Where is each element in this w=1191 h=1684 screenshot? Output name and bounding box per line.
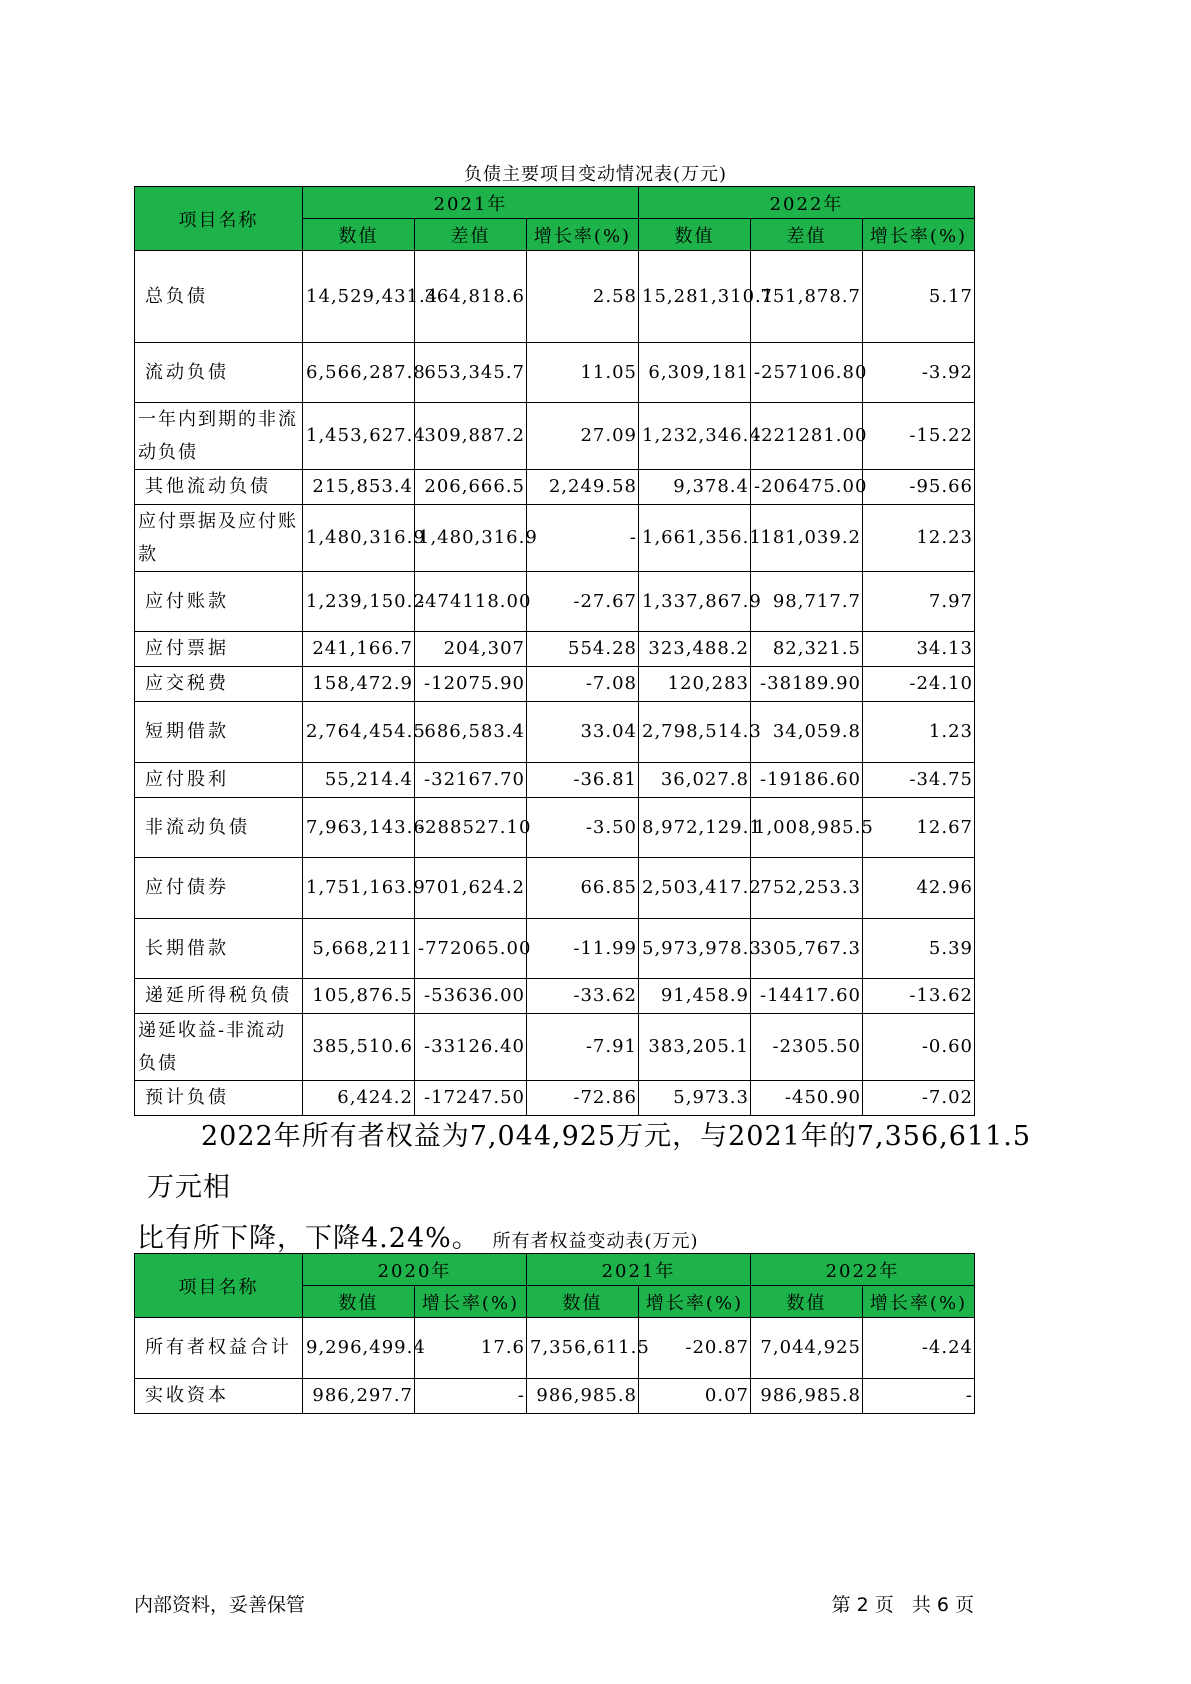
paragraph-line-2: 比有所下降，下降4.24%。 xyxy=(137,1223,480,1254)
cell-value: 82,321.5 xyxy=(751,632,863,667)
cell-value: 2,503,417.2 xyxy=(639,858,751,919)
cell-value: 2,798,514.3 xyxy=(639,702,751,763)
cell-value: 2,249.58 xyxy=(527,470,639,505)
row-label: 短期借款 xyxy=(135,702,303,763)
cell-value: 986,297.7 xyxy=(303,1379,415,1414)
table-row xyxy=(135,702,975,763)
table-row xyxy=(135,858,975,919)
cell-value: 1,661,356.1 xyxy=(639,505,751,572)
sub-header: 增长率(%) xyxy=(863,1286,975,1318)
cell-value: -72.86 xyxy=(527,1081,639,1116)
sub-header: 数值 xyxy=(751,1286,863,1318)
cell-value: 6,566,287.8 xyxy=(303,343,415,403)
row-label: 所有者权益合计 xyxy=(135,1318,303,1379)
table-row xyxy=(135,979,975,1014)
cell-value: -36.81 xyxy=(527,763,639,798)
cell-value: - xyxy=(415,1379,527,1414)
sub-header: 差值 xyxy=(415,219,527,251)
cell-value: -20.87 xyxy=(639,1318,751,1379)
cell-value: -53636.00 xyxy=(415,979,527,1014)
cell-value: 1,008,985.5 xyxy=(751,798,863,858)
cell-value: -33126.40 xyxy=(415,1014,527,1081)
cell-value: 5,973.3 xyxy=(639,1081,751,1116)
cell-value: -7.91 xyxy=(527,1014,639,1081)
sub-header: 差值 xyxy=(751,219,863,251)
cell-value: 0.07 xyxy=(639,1379,751,1414)
row-label: 应交税费 xyxy=(135,667,303,702)
sub-header: 数值 xyxy=(639,219,751,251)
cell-value: 305,767.3 xyxy=(751,919,863,979)
cell-value: 12.23 xyxy=(863,505,975,572)
table-row xyxy=(135,572,975,632)
cell-value: -11.99 xyxy=(527,919,639,979)
row-label: 应付票据及应付账款 xyxy=(135,505,303,572)
table-row xyxy=(135,763,975,798)
cell-value: -288527.10 xyxy=(415,798,527,858)
row-label: 递延所得税负债 xyxy=(135,979,303,1014)
table-row xyxy=(135,343,975,403)
table-row xyxy=(135,632,975,667)
row-label: 流动负债 xyxy=(135,343,303,403)
footer-page-number: 第 2 页 共 6 页 xyxy=(831,1594,974,1616)
col-header-name: 项目名称 xyxy=(135,1254,303,1318)
cell-value: 7.97 xyxy=(863,572,975,632)
cell-value: 8,972,129.1 xyxy=(639,798,751,858)
cell-value: 34,059.8 xyxy=(751,702,863,763)
cell-value: -19186.60 xyxy=(751,763,863,798)
cell-value: 751,878.7 xyxy=(751,251,863,343)
cell-value: 7,963,143.6 xyxy=(303,798,415,858)
table-row xyxy=(135,1014,975,1081)
cell-value: 5,973,978.3 xyxy=(639,919,751,979)
cell-value: 5.39 xyxy=(863,919,975,979)
cell-value: -34.75 xyxy=(863,763,975,798)
cell-value: 181,039.2 xyxy=(751,505,863,572)
cell-value: 12.67 xyxy=(863,798,975,858)
cell-value: -221281.00 xyxy=(751,403,863,470)
cell-value: -17247.50 xyxy=(415,1081,527,1116)
cell-value: -3.92 xyxy=(863,343,975,403)
cell-value: 6,424.2 xyxy=(303,1081,415,1116)
cell-value: 241,166.7 xyxy=(303,632,415,667)
row-label: 预计负债 xyxy=(135,1081,303,1116)
cell-value: 158,472.9 xyxy=(303,667,415,702)
cell-value: 36,027.8 xyxy=(639,763,751,798)
cell-value: 1,232,346.4 xyxy=(639,403,751,470)
liabilities-table xyxy=(134,186,975,1116)
row-label: 应付股利 xyxy=(135,763,303,798)
cell-value: 752,253.3 xyxy=(751,858,863,919)
cell-value: 33.04 xyxy=(527,702,639,763)
table1-caption: 负债主要项目变动情况表(万元) xyxy=(463,164,728,185)
col-header-name: 项目名称 xyxy=(135,187,303,251)
cell-value: 215,853.4 xyxy=(303,470,415,505)
cell-value: 701,624.2 xyxy=(415,858,527,919)
equity-table xyxy=(134,1253,975,1414)
cell-value: -13.62 xyxy=(863,979,975,1014)
row-label: 一年内到期的非流动负债 xyxy=(135,403,303,470)
table-row xyxy=(135,1379,975,1414)
cell-value: 383,205.1 xyxy=(639,1014,751,1081)
cell-value: 105,876.5 xyxy=(303,979,415,1014)
table-row xyxy=(135,919,975,979)
cell-value: 55,214.4 xyxy=(303,763,415,798)
cell-value: 9,296,499.4 xyxy=(303,1318,415,1379)
cell-value: -33.62 xyxy=(527,979,639,1014)
cell-value: -12075.90 xyxy=(415,667,527,702)
cell-value: -0.60 xyxy=(863,1014,975,1081)
row-label: 实收资本 xyxy=(135,1379,303,1414)
cell-value: 120,283 xyxy=(639,667,751,702)
cell-value: 7,044,925 xyxy=(751,1318,863,1379)
cell-value: 554.28 xyxy=(527,632,639,667)
cell-value: 1,239,150.2 xyxy=(303,572,415,632)
year-header-2021: 2021年 xyxy=(527,1254,751,1286)
cell-value: -3.50 xyxy=(527,798,639,858)
year-header-2022: 2022年 xyxy=(639,187,975,219)
cell-value: 686,583.4 xyxy=(415,702,527,763)
cell-value: 42.96 xyxy=(863,858,975,919)
table-row xyxy=(135,470,975,505)
cell-value: 1,751,163.9 xyxy=(303,858,415,919)
cell-value: 1.23 xyxy=(863,702,975,763)
table-row xyxy=(135,1318,975,1379)
row-label: 其他流动负债 xyxy=(135,470,303,505)
cell-value: 66.85 xyxy=(527,858,639,919)
table2-caption: 所有者权益变动表(万元) xyxy=(492,1231,699,1252)
table-row xyxy=(135,798,975,858)
year-header-2021: 2021年 xyxy=(303,187,639,219)
cell-value: - xyxy=(863,1379,975,1414)
year-header-2020: 2020年 xyxy=(303,1254,527,1286)
cell-value: 653,345.7 xyxy=(415,343,527,403)
cell-value: 17.6 xyxy=(415,1318,527,1379)
cell-value: -95.66 xyxy=(863,470,975,505)
cell-value: 206,666.5 xyxy=(415,470,527,505)
sub-header: 数值 xyxy=(303,219,415,251)
cell-value: 27.09 xyxy=(527,403,639,470)
cell-value: 6,309,181 xyxy=(639,343,751,403)
cell-value: -38189.90 xyxy=(751,667,863,702)
cell-value: 2.58 xyxy=(527,251,639,343)
cell-value: -206475.00 xyxy=(751,470,863,505)
cell-value: -4.24 xyxy=(863,1318,975,1379)
cell-value: -7.08 xyxy=(527,667,639,702)
row-label: 应付票据 xyxy=(135,632,303,667)
cell-value: - xyxy=(527,505,639,572)
cell-value: 14,529,431.4 xyxy=(303,251,415,343)
cell-value: 986,985.8 xyxy=(751,1379,863,1414)
cell-value: 2,764,454.5 xyxy=(303,702,415,763)
cell-value: 1,480,316.9 xyxy=(415,505,527,572)
cell-value: -15.22 xyxy=(863,403,975,470)
cell-value: -24.10 xyxy=(863,667,975,702)
cell-value: 1,480,316.9 xyxy=(303,505,415,572)
cell-value: -27.67 xyxy=(527,572,639,632)
year-header-2022: 2022年 xyxy=(751,1254,975,1286)
row-label: 长期借款 xyxy=(135,919,303,979)
cell-value: 91,458.9 xyxy=(639,979,751,1014)
cell-value: -32167.70 xyxy=(415,763,527,798)
cell-value: 1,453,627.4 xyxy=(303,403,415,470)
cell-value: -474118.00 xyxy=(415,572,527,632)
sub-header: 数值 xyxy=(527,1286,639,1318)
sub-header: 增长率(%) xyxy=(863,219,975,251)
row-label: 递延收益-非流动负债 xyxy=(135,1014,303,1081)
cell-value: -772065.00 xyxy=(415,919,527,979)
cell-value: 323,488.2 xyxy=(639,632,751,667)
cell-value: 364,818.6 xyxy=(415,251,527,343)
cell-value: -14417.60 xyxy=(751,979,863,1014)
cell-value: 5,668,211 xyxy=(303,919,415,979)
cell-value: 11.05 xyxy=(527,343,639,403)
cell-value: -450.90 xyxy=(751,1081,863,1116)
cell-value: 15,281,310.1 xyxy=(639,251,751,343)
sub-header: 增长率(%) xyxy=(415,1286,527,1318)
table-row xyxy=(135,667,975,702)
cell-value: 385,510.6 xyxy=(303,1014,415,1081)
row-label: 非流动负债 xyxy=(135,798,303,858)
cell-value: 5.17 xyxy=(863,251,975,343)
cell-value: 986,985.8 xyxy=(527,1379,639,1414)
cell-value: 204,307 xyxy=(415,632,527,667)
sub-header: 增长率(%) xyxy=(527,219,639,251)
row-label: 应付账款 xyxy=(135,572,303,632)
footer-left: 内部资料，妥善保管 xyxy=(134,1594,306,1616)
row-label: 总负债 xyxy=(135,251,303,343)
table-row xyxy=(135,403,975,470)
paragraph-line-1: 2022年所有者权益为7,044,925万元，与2021年的7,356,611.5万元相 xyxy=(147,1121,1032,1203)
cell-value: 9,378.4 xyxy=(639,470,751,505)
cell-value: -7.02 xyxy=(863,1081,975,1116)
cell-value: 7,356,611.5 xyxy=(527,1318,639,1379)
row-label: 应付债券 xyxy=(135,858,303,919)
cell-value: -2305.50 xyxy=(751,1014,863,1081)
table-row xyxy=(135,505,975,572)
cell-value: -257106.80 xyxy=(751,343,863,403)
cell-value: 309,887.2 xyxy=(415,403,527,470)
cell-value: 98,717.7 xyxy=(751,572,863,632)
cell-value: 1,337,867.9 xyxy=(639,572,751,632)
table-row xyxy=(135,251,975,343)
sub-header: 增长率(%) xyxy=(639,1286,751,1318)
sub-header: 数值 xyxy=(303,1286,415,1318)
cell-value: 34.13 xyxy=(863,632,975,667)
